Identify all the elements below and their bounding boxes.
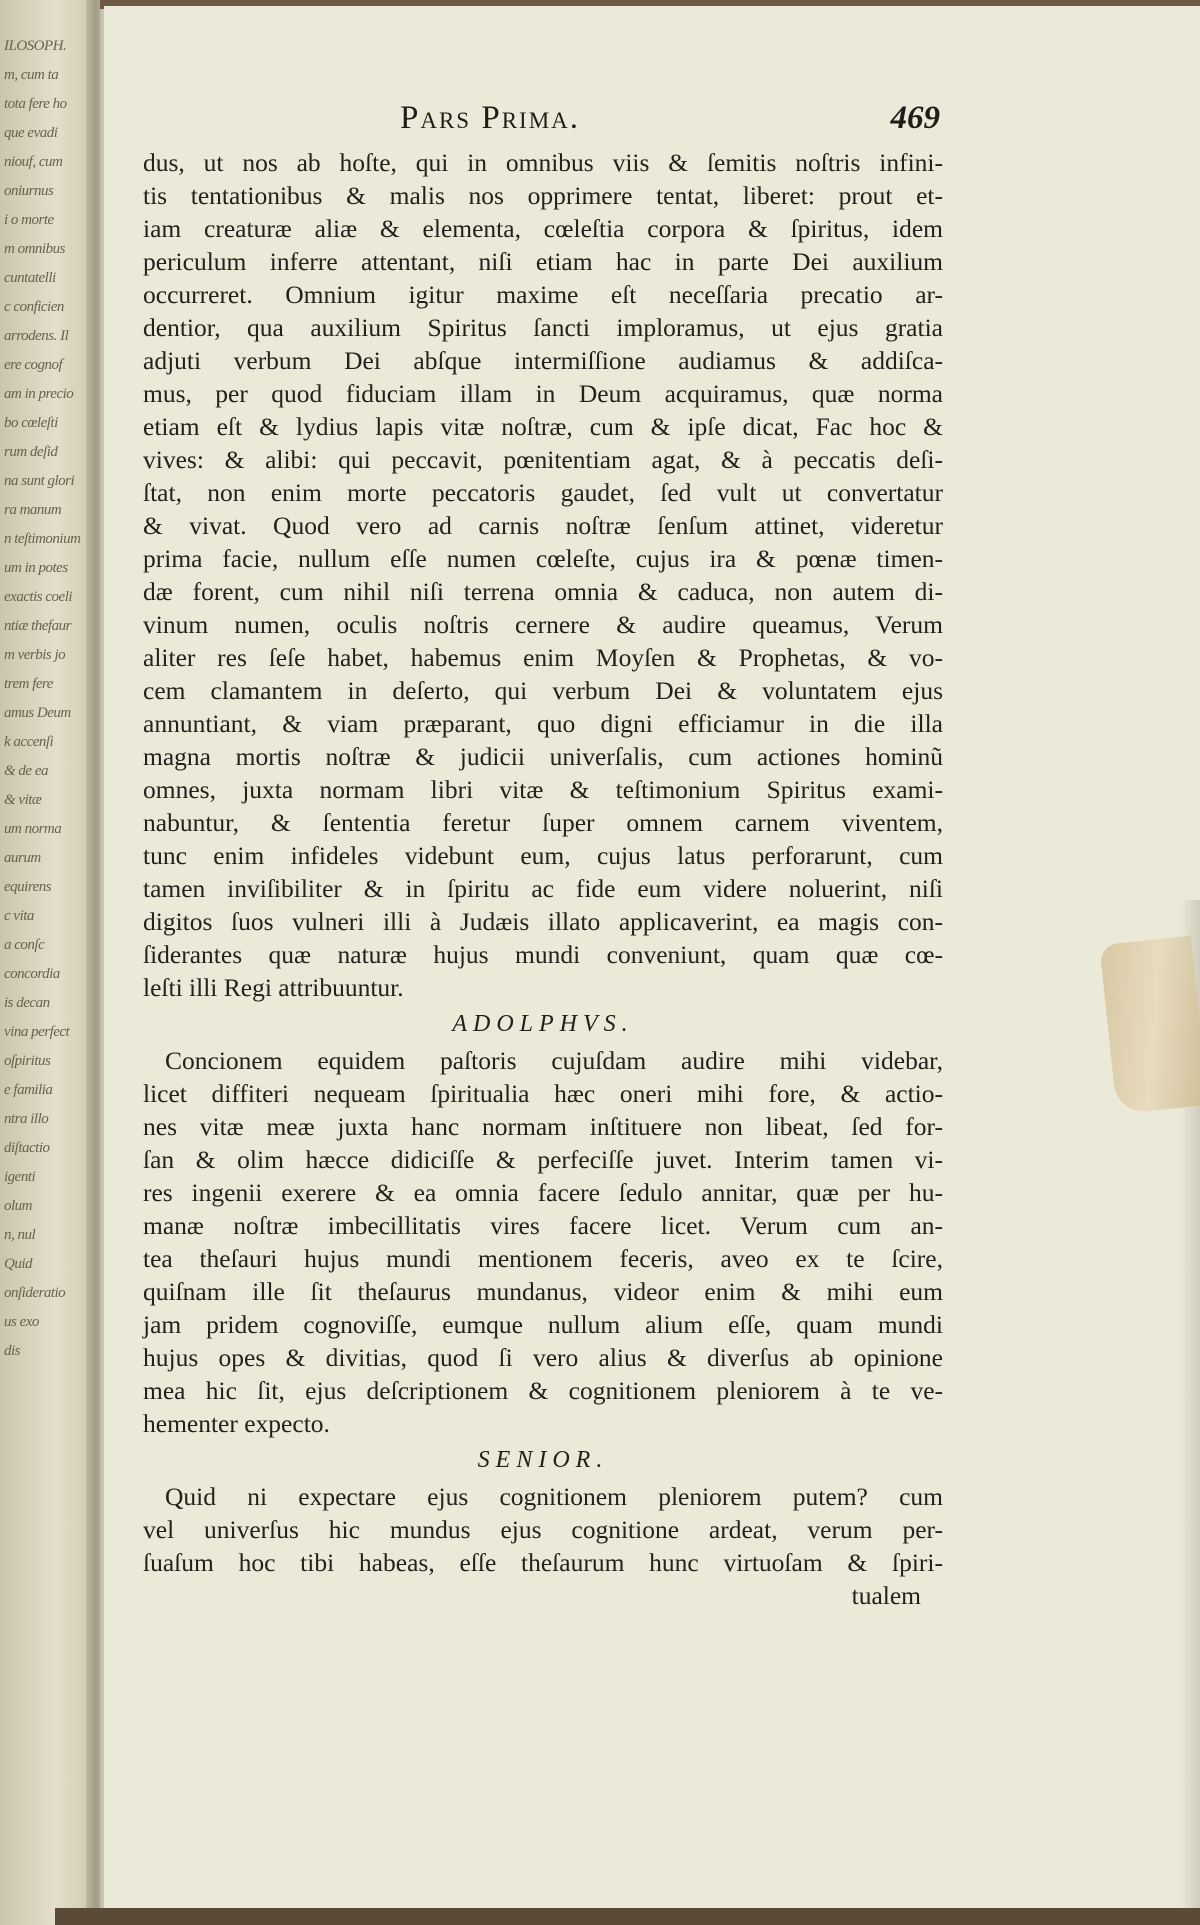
left-page-fragment: a conſc [4, 937, 45, 953]
left-page-fragment: m, cum ta [4, 67, 59, 83]
left-page-fragment: i o morte [4, 212, 54, 228]
text-line: vel univerſus hic mundus ejus cognitione ardeat, verum per- [143, 1515, 943, 1544]
left-page-fragment: Quid [4, 1256, 32, 1272]
text-line: tunc enim infideles videbunt eum, cujus latus perforarunt, cum [143, 841, 943, 870]
left-page-fragment: que evadi [4, 125, 58, 141]
left-page-fragment: exactis coeli [4, 589, 73, 605]
text-line: prima facie, nullum eſſe numen cœleſte, cujus ira & pœnæ timen- [143, 544, 943, 573]
left-page-fragment: olum [4, 1198, 32, 1214]
text-line: manæ noſtræ imbecillitatis vires facere licet. Verum cum an- [143, 1211, 943, 1240]
left-page-text [4, 38, 98, 1372]
left-page-fragment: c conficien [4, 299, 64, 315]
text-line: iam creaturæ aliæ & elementa, cœleſtia corpora & ſpiritus, idem [143, 214, 943, 243]
left-page-fragment: ntra illo [4, 1111, 49, 1127]
bottom-edge [55, 1908, 1200, 1925]
page-tab-marker [1099, 936, 1200, 1115]
text-line: dus, ut nos ab hoſte, qui in omnibus viis & ſemitis noſtris infini- [143, 148, 943, 177]
left-page-fragment: na sunt glori [4, 473, 75, 489]
speaker-heading: SENIOR. [477, 1447, 609, 1473]
speaker-heading: ADOLPHVS. [452, 1011, 634, 1037]
text-line: ſiderantes quæ naturæ hujus mundi conveniunt, quam quæ cœ- [143, 940, 943, 969]
running-head: Pars Prima. [400, 100, 581, 136]
left-page-fragment: tota fere ho [4, 96, 67, 112]
left-page-fragment: ILOSOPH. [4, 38, 67, 54]
left-page-fragment: igenti [4, 1169, 36, 1185]
left-page-fragment: ere cognof [4, 357, 63, 373]
text-line: vinum numen, oculis noſtris cernere & audire queamus, Verum [143, 610, 943, 639]
text-line: digitos ſuos vulneri illi à Judæis illato applicaverint, ea magis con- [143, 907, 943, 936]
text-line: dæ forent, cum nihil niſi terrena omnia & caduca, non autem di- [143, 577, 943, 606]
text-line: hujus opes & divitias, quod ſi vero alius & diverſus ab opinione [143, 1343, 943, 1372]
text-line: omnes, juxta normam libri vitæ & teſtimonium Spiritus exami- [143, 775, 943, 804]
text-line: Quid ni expectare ejus cognitionem pleniorem putem? cum [165, 1482, 943, 1511]
text-line: cem clamantem in deſerto, qui verbum Dei & voluntatem ejus [143, 676, 943, 705]
text-line: nes vitæ meæ juxta hanc normam inſtituere non libeat, ſed for- [143, 1112, 943, 1141]
left-page-fragment: oniurnus [4, 183, 54, 199]
text-line: jam pridem cognoviſſe, eumque nullum alium eſſe, quam mundi [143, 1310, 943, 1339]
left-page-fragment: um in potes [4, 560, 68, 576]
text-line: hementer expecto. [143, 1409, 330, 1438]
text-line: etiam eſt & lydius lapis vitæ noſtræ, cum & ipſe dicat, Fac hoc & [143, 412, 943, 441]
left-page-fragment: cuntatelli [4, 270, 56, 286]
left-page-fragment: us exo [4, 1314, 39, 1330]
left-page-fragment: is decan [4, 995, 50, 1011]
text-line: vives: & alibi: qui peccavit, pœnitentiam agat, & à peccatis deſi- [143, 445, 943, 474]
left-page-fragment: concordia [4, 966, 60, 982]
left-page-fragment: m omnibus [4, 241, 65, 257]
left-page-fragment: onſideratio [4, 1285, 66, 1301]
text-line: magna mortis noſtræ & judicii univerſalis, cum actiones hominũ [143, 742, 943, 771]
text-line: occurreret. Omnium igitur maxime eſt neceſſaria precatio ar- [143, 280, 943, 309]
catchword: tualem [851, 1581, 921, 1610]
left-page-fragment: trem fere [4, 676, 53, 692]
left-page-fragment: m verbis jo [4, 647, 66, 663]
body-text [143, 146, 943, 1612]
left-page-fragment: & de ea [4, 763, 48, 779]
text-line: Concionem equidem paſtoris cujuſdam audire mihi videbar, [165, 1046, 943, 1075]
left-page-fragment: diſtactio [4, 1140, 50, 1156]
text-line: tea theſauri hujus mundi mentionem feceris, aveo ex te ſcire, [143, 1244, 943, 1273]
text-line: res ingenii exerere & ea omnia facere ſedulo annitar, quæ per hu- [143, 1178, 943, 1207]
text-line: aliter res ſeſe habet, habemus enim Moyſen & Prophetas, & vo- [143, 643, 943, 672]
left-page-fragment: amus Deum [4, 705, 71, 721]
text-line: annuntiant, & viam præparant, quo digni efficiamur in die illa [143, 709, 943, 738]
left-page-fragment: oſpiritus [4, 1053, 51, 1069]
text-line: adjuti verbum Dei abſque intermiſſione audiamus & addiſca- [143, 346, 943, 375]
text-line: quiſnam ille ſit theſaurus mundanus, videor enim & mihi eum [143, 1277, 943, 1306]
left-page-fragment: bo cœleſti [4, 415, 58, 431]
left-page-fragment: rum deſid [4, 444, 58, 460]
left-page-fragment: & vitæ [4, 792, 42, 808]
left-page-fragment: ra manum [4, 502, 62, 518]
left-page-fragment: aurum [4, 850, 41, 866]
left-page-fragment: um norma [4, 821, 62, 837]
text-line: ſuaſum hoc tibi habeas, eſſe theſaurum hunc virtuoſam & ſpiri- [143, 1548, 943, 1577]
left-page-fragment: arrodens. Il [4, 328, 69, 344]
left-page-fragment: vina perfect [4, 1024, 70, 1040]
left-page-fragment: k accenſi [4, 734, 54, 750]
text-line: mea hic ſit, ejus deſcriptionem & cognitionem pleniorem à te ve- [143, 1376, 943, 1405]
left-page-edge [0, 0, 100, 1925]
text-line: ſan & olim hæcce didiciſſe & perfeciſſe juvet. Interim tamen vi- [143, 1145, 943, 1174]
text-line: licet diffiteri nequeam ſpiritualia hæc oneri mihi fore, & actio- [143, 1079, 943, 1108]
page-number: 469 [890, 100, 940, 136]
left-page-fragment: c vita [4, 908, 34, 924]
left-page-fragment: equirens [4, 879, 52, 895]
text-line: & vivat. Quod vero ad carnis noſtræ ſenſum attinet, videretur [143, 511, 943, 540]
text-line: mus, per quod fiduciam illam in Deum acquiramus, quæ norma [143, 379, 943, 408]
text-line: leſti illi Regi attribuuntur. [143, 973, 404, 1002]
text-line: periculum inferre attentant, niſi etiam hac in parte Dei auxilium [143, 247, 943, 276]
left-page-fragment: niouf, cum [4, 154, 63, 170]
left-page-fragment: n teſtimonium [4, 531, 81, 547]
text-line: tamen inviſibiliter & in ſpiritu ac fide eum videre noluerint, niſi [143, 874, 943, 903]
left-page-fragment: am in precio [4, 386, 74, 402]
text-line: nabuntur, & ſententia feretur ſuper omnem carnem viventem, [143, 808, 943, 837]
page-header [400, 100, 940, 150]
text-line: dentior, qua auxilium Spiritus ſancti imploramus, ut ejus gratia [143, 313, 943, 342]
left-page-fragment: n, nul [4, 1227, 36, 1243]
left-page-fragment: e familia [4, 1082, 53, 1098]
text-line: tis tentationibus & malis nos opprimere tentat, liberet: prout et- [143, 181, 943, 210]
text-line: ſtat, non enim morte peccatoris gaudet, ſed vult ut convertatur [143, 478, 943, 507]
left-page-fragment: ntiæ thefaur [4, 618, 71, 634]
left-page-fragment: dis [4, 1343, 21, 1359]
